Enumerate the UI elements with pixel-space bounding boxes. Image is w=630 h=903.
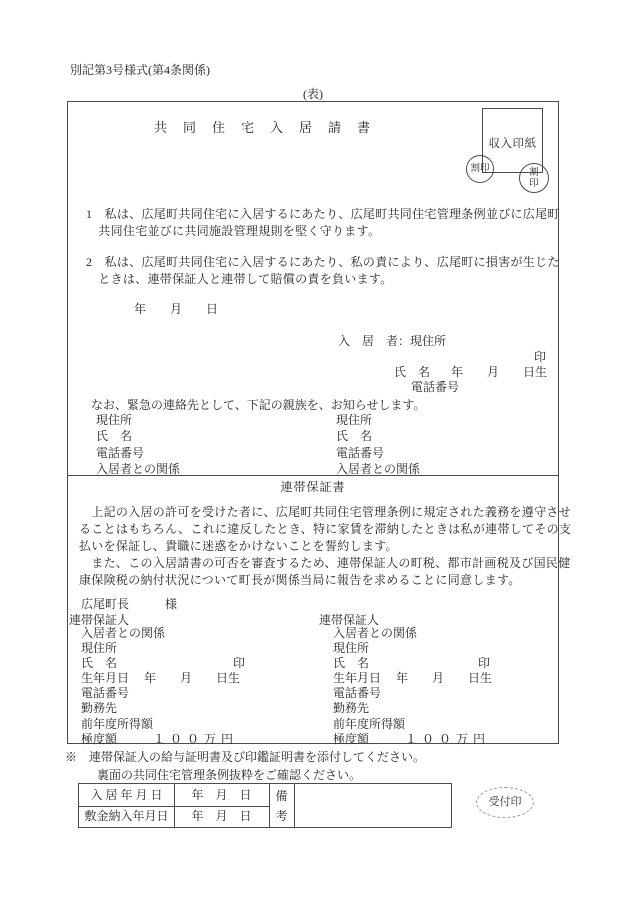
guarantor-left-birth: 生年月日 年 月 日生 (81, 671, 241, 686)
guarantor-right-name: 氏 名 (333, 656, 370, 671)
guarantor-left-name-row (81, 656, 311, 671)
guarantor-left-role: 連帯保証人 (69, 613, 130, 627)
guarantor-left-limit-row (81, 732, 311, 747)
guarantor-left-limit-label: 極度額 (81, 731, 118, 746)
guarantor-right-fields (333, 626, 563, 747)
guarantor-left-name: 氏 名 (81, 656, 118, 671)
guarantor-left-limit-value: １００万円 (153, 731, 239, 746)
guarantor-left-phone: 電話番号 (81, 686, 130, 701)
deposit-date-label: 敷金納入年月日 (84, 809, 169, 823)
addressee-line: 広尾町長 様 (81, 597, 178, 611)
deposit-date-value: 年 月 日 (191, 809, 252, 823)
remarks-label-bottom: 考 (275, 809, 288, 823)
emergency-right-name: 氏 名 (336, 429, 373, 444)
resident-phone-label: 電話番号 (411, 380, 460, 394)
section-divider (68, 475, 558, 476)
clause-2 (86, 254, 560, 288)
clause-2-line-2: ときは、連帯保証人と連帯して賠償の責を負います。 (86, 272, 393, 286)
form-number: 別記第3号様式(第4条関係) (70, 63, 210, 77)
guarantor-right-limit-label: 極度額 (333, 731, 370, 746)
resident-seal-label: 印 (534, 350, 547, 364)
guarantor-right-limit-row (333, 732, 563, 747)
clause-1-line-2: 共同住宅並びに共同施設管理規則を堅く守ります。 (86, 224, 381, 238)
guarantor-right-phone: 電話番号 (333, 686, 382, 701)
guarantee-line-3: 払いを保証し、貴職に迷惑をかけないことを誓約します。 (79, 539, 398, 553)
guarantor-left-address: 現住所 (81, 641, 118, 656)
guarantee-heading: 連帯保証書 (280, 480, 346, 494)
guarantee-line-4: また、この入居請書の可否を審査するため、連帯保証人の町税、都市計画税及び国民健 (79, 556, 571, 570)
guarantee-line-5: 康保険税の納付状況について町長が関係当局に報告を求めることに同意します。 (79, 573, 521, 587)
guarantor-left-fields (81, 626, 311, 747)
attachment-note: ※ 連帯保証人の給与証明書及び印鑑証明書を添付してください。 (65, 750, 426, 764)
tally-seal-left-label: 割印 (470, 164, 490, 174)
guarantee-line-1: 上記の入居の許可を受けた者に、広尾町共同住宅管理条例に規定された義務を遵守させ (79, 505, 572, 519)
guarantor-right-seal: 印 (478, 656, 491, 671)
resident-name-label: 氏 名 (394, 365, 431, 379)
emergency-left-phone: 電話番号 (96, 445, 145, 460)
resident-birth-line: 年 月 日生 (451, 365, 548, 379)
resident-label: 入 居 者：現住所 (338, 334, 447, 348)
emergency-left-address: 現住所 (96, 413, 133, 427)
tally-seal-right-bottom: 印 (529, 178, 539, 189)
move-in-date-table (78, 783, 452, 828)
emergency-right-relation: 入居者との関係 (336, 461, 421, 476)
backside-note: 裏面の共同住宅管理条例抜粋をご確認ください。 (97, 768, 362, 782)
tally-seal-right-icon (519, 163, 549, 193)
clause-1 (86, 206, 560, 240)
move-in-date-value: 年 月 日 (191, 788, 252, 802)
guarantor-right-limit-value: １００万円 (405, 731, 491, 746)
guarantor-left-relation: 入居者との関係 (81, 626, 166, 640)
date-line: 年 月 日 (134, 302, 219, 316)
emergency-right-address: 現住所 (336, 413, 373, 427)
guarantor-right-income: 前年度所得額 (333, 716, 406, 731)
guarantor-left-income: 前年度所得額 (81, 716, 154, 731)
remarks-blank-cell (295, 784, 452, 827)
form-border-box (67, 101, 572, 746)
emergency-contact-left (96, 412, 180, 477)
tally-seal-right-top: 割 (529, 168, 539, 178)
guarantee-line-2: ることはもちろん、これに違反したとき、特に家賃を滞納したときは私が連帯してその支 (79, 522, 572, 536)
form-title: 共同住宅入居請書 (154, 120, 387, 135)
emergency-contact-right (336, 412, 420, 477)
guarantee-body (79, 504, 571, 589)
remarks-label-top: 備 (275, 789, 288, 803)
side-label: (表) (303, 87, 323, 101)
guarantor-left-seal: 印 (233, 656, 246, 671)
guarantor-right-workplace: 勤務先 (333, 701, 370, 716)
revenue-stamp-label: 収入印紙 (488, 138, 537, 150)
guarantor-left-workplace: 勤務先 (81, 701, 118, 716)
move-in-date-label: 入 居 年 月 日 (90, 788, 163, 802)
guarantor-right-role: 連帯保証人 (319, 613, 380, 627)
tally-seal-left-icon (466, 155, 494, 183)
clause-1-line-1: 1 私は、広尾町共同住宅に入居するにあたり、広尾町共同住宅管理条例並びに広尾町 (86, 207, 560, 221)
reception-stamp: 受付印 (476, 787, 534, 818)
guarantor-right-relation: 入居者との関係 (333, 626, 418, 640)
guarantor-right-birth: 生年月日 年 月 日生 (333, 671, 493, 686)
clause-2-line-1: 2 私は、広尾町共同住宅に入居するにあたり、私の責により、広尾町に損害が生じた (86, 255, 560, 269)
emergency-right-phone: 電話番号 (336, 445, 385, 460)
emergency-left-relation: 入居者との関係 (96, 461, 181, 476)
emergency-intro: なお、緊急の連絡先として、下記の親族を、お知らせします。 (91, 398, 426, 412)
emergency-left-name: 氏 名 (96, 429, 133, 444)
guarantor-right-address: 現住所 (333, 641, 370, 656)
guarantor-right-name-row (333, 656, 563, 671)
